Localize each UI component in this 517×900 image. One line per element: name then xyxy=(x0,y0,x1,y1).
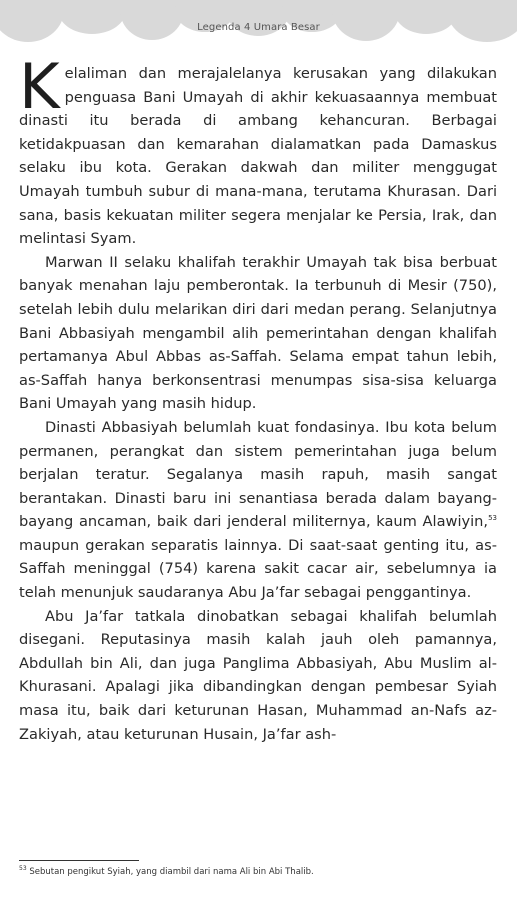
paragraph-3-text-b: maupun gerakan separatis lainnya. Di saat-saat genting itu, as-Saffah meninggal (754) karena sakit cacar air, sebelumnya ia telah menunjuk saudaranya Abu Ja’far sebagai penggantinya. xyxy=(19,536,497,602)
footnote-number: 53 xyxy=(19,865,27,873)
footnote-reference-53: 53 xyxy=(488,514,497,523)
footnote-text: Sebutan pengikut Syiah, yang diambil dari nama Ali bin Abi Thalib. xyxy=(26,867,314,877)
paragraph-3 xyxy=(19,416,497,605)
paragraph-3-text-a: Dinasti Abbasiyah belumlah kuat fondasinya. Ibu kota belum permanen, perangkat dan sistem pemerintahan juga belum berjalan teratur. Segalanya masih rapuh, masih sangat berantakan. Dinasti baru ini senantiasa berada dalam bayang-bayang ancaman, baik dari jenderal militernya, kaum Alawiyin, xyxy=(19,418,497,531)
main-text xyxy=(19,50,497,746)
paragraph-4: Abu Ja’far tatkala dinobatkan sebagai khalifah belumlah disegani. Reputasinya masih kalah jauh oleh pamannya, Abdullah bin Ali, dan juga Panglima Abbasiyah, Abu Muslim al-Khurasani. Apalagi jika dibandingkan dengan pembesar Syiah masa itu, baik dari keturunan Hasan, Muhammad an-Nafs az-Zakiyah, atau keturunan Husain, Ja’far ash- xyxy=(19,607,497,743)
paragraph-2: Marwan II selaku khalifah terakhir Umayah tak bisa berbuat banyak menahan laju pemberontak. Ia terbunuh di Mesir (750), setelah lebih dulu melarikan diri dari medan perang. Selanjutnya Bani Abbasiyah mengambil alih pemerintahan dengan khalifah pertamanya Abul Abbas as-Saffah. Selama empat tahun lebih, as-Saffah hanya berkonsentrasi menumpas sisa-sisa keluarga Bani Umayah yang masih hidup. xyxy=(19,253,497,413)
footnote xyxy=(19,866,497,878)
footnote-divider xyxy=(19,860,139,861)
paragraph-1-text: elaliman dan merajalelanya kerusakan yang dilakukan penguasa Bani Umayah di akhir kekuasaannya membuat dinasti itu berada di ambang kehancuran. Berbagai ketidakpuasan dan kemarahan dialamatkan pada Damaskus selaku ibu kota. Gerakan dakwah dan militer menggugat Umayah tumbuh subur di mana-mana, terutama Khurasan. Dari sana, basis kekuatan militer segera menjalar ke Persia, Irak, dan melintasi Syam. xyxy=(19,65,497,248)
drop-cap-letter: K xyxy=(19,50,60,123)
running-head-title: Legenda 4 Umara Besar xyxy=(197,22,320,33)
paragraph-1 xyxy=(19,50,497,251)
